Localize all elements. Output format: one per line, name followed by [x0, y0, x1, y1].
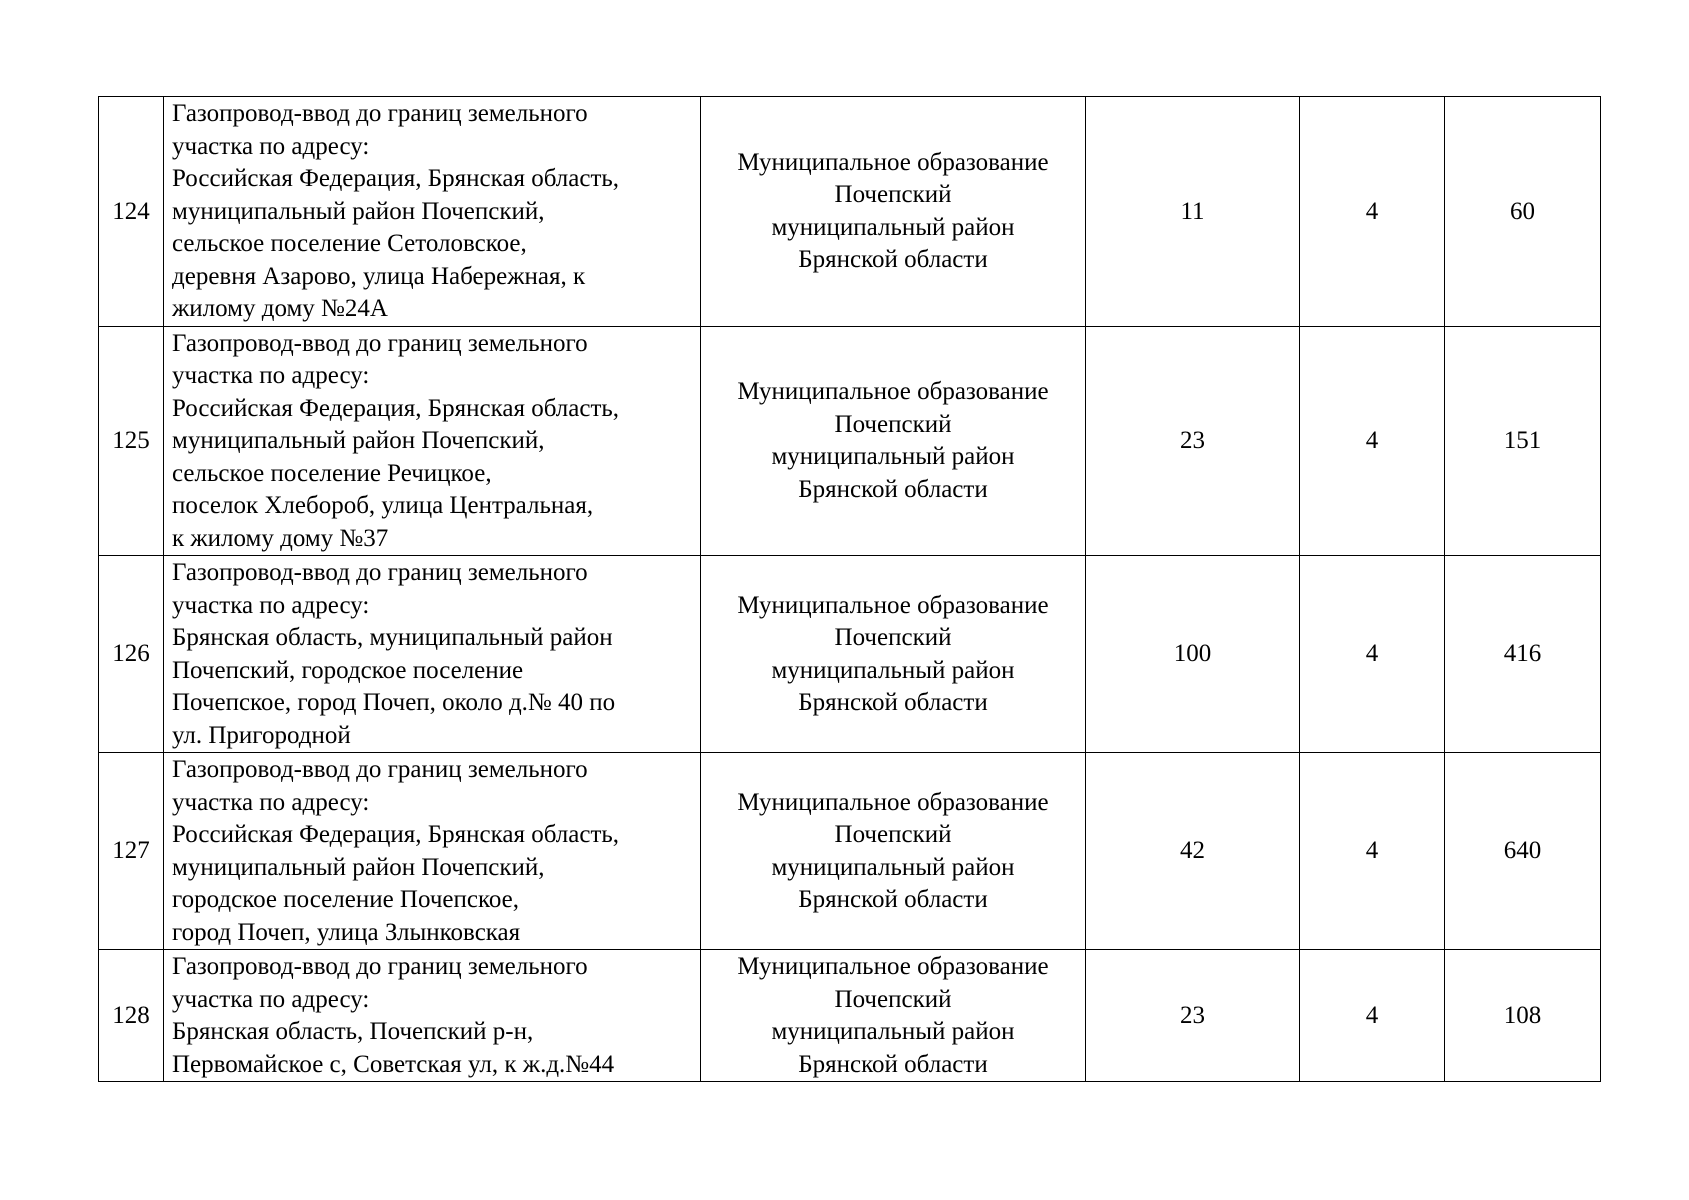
value-cell-1: 100 — [1086, 556, 1300, 753]
table-row — [99, 753, 1601, 950]
object-description: Газопровод-ввод до границ земельного участка по адресу: Брянская область, Почепский р-н, Первомайское с, Советская ул, к ж.д.№44 — [164, 950, 701, 1082]
value-cell-1: 23 — [1086, 326, 1300, 556]
owner-name: Муниципальное образование Почепский муниципальный район Брянской области — [701, 97, 1086, 327]
row-number: 125 — [99, 326, 164, 556]
value-cell-2: 4 — [1300, 326, 1445, 556]
owner-name: Муниципальное образование Почепский муниципальный район Брянской области — [701, 326, 1086, 556]
object-description: Газопровод-ввод до границ земельного участка по адресу: Российская Федерация, Брянская область, муниципальный район Почепский, сельское поселение Сетоловское, деревня Азарово, улица Набережная, к жилому дому №24А — [164, 97, 701, 327]
object-description: Газопровод-ввод до границ земельного участка по адресу: Российская Федерация, Брянская область, муниципальный район Почепский, сельское поселение Речицкое, поселок Хлебороб, улица Центральная, к жилому дому №37 — [164, 326, 701, 556]
object-description: Газопровод-ввод до границ земельного участка по адресу: Российская Федерация, Брянская область, муниципальный район Почепский, городское поселение Почепское, город Почеп, улица Злынковская — [164, 753, 701, 950]
row-number: 126 — [99, 556, 164, 753]
owner-name: Муниципальное образование Почепский муниципальный район Брянской области — [701, 950, 1086, 1082]
row-number: 128 — [99, 950, 164, 1082]
value-cell-2: 4 — [1300, 556, 1445, 753]
value-cell-2: 4 — [1300, 97, 1445, 327]
value-cell-2: 4 — [1300, 950, 1445, 1082]
gas-pipeline-registry-table — [98, 96, 1601, 1082]
object-description: Газопровод-ввод до границ земельного участка по адресу: Брянская область, муниципальный район Почепский, городское поселение Почепское, город Почеп, около д.№ 40 по ул. Пригородной — [164, 556, 701, 753]
value-cell-3: 60 — [1445, 97, 1601, 327]
value-cell-3: 151 — [1445, 326, 1601, 556]
value-cell-3: 416 — [1445, 556, 1601, 753]
row-number: 127 — [99, 753, 164, 950]
value-cell-1: 42 — [1086, 753, 1300, 950]
value-cell-3: 640 — [1445, 753, 1601, 950]
owner-name: Муниципальное образование Почепский муниципальный район Брянской области — [701, 753, 1086, 950]
table-row — [99, 97, 1601, 327]
owner-name: Муниципальное образование Почепский муниципальный район Брянской области — [701, 556, 1086, 753]
value-cell-2: 4 — [1300, 753, 1445, 950]
row-number: 124 — [99, 97, 164, 327]
value-cell-3: 108 — [1445, 950, 1601, 1082]
table-row — [99, 950, 1601, 1082]
value-cell-1: 23 — [1086, 950, 1300, 1082]
value-cell-1: 11 — [1086, 97, 1300, 327]
table-row — [99, 556, 1601, 753]
table-row — [99, 326, 1601, 556]
